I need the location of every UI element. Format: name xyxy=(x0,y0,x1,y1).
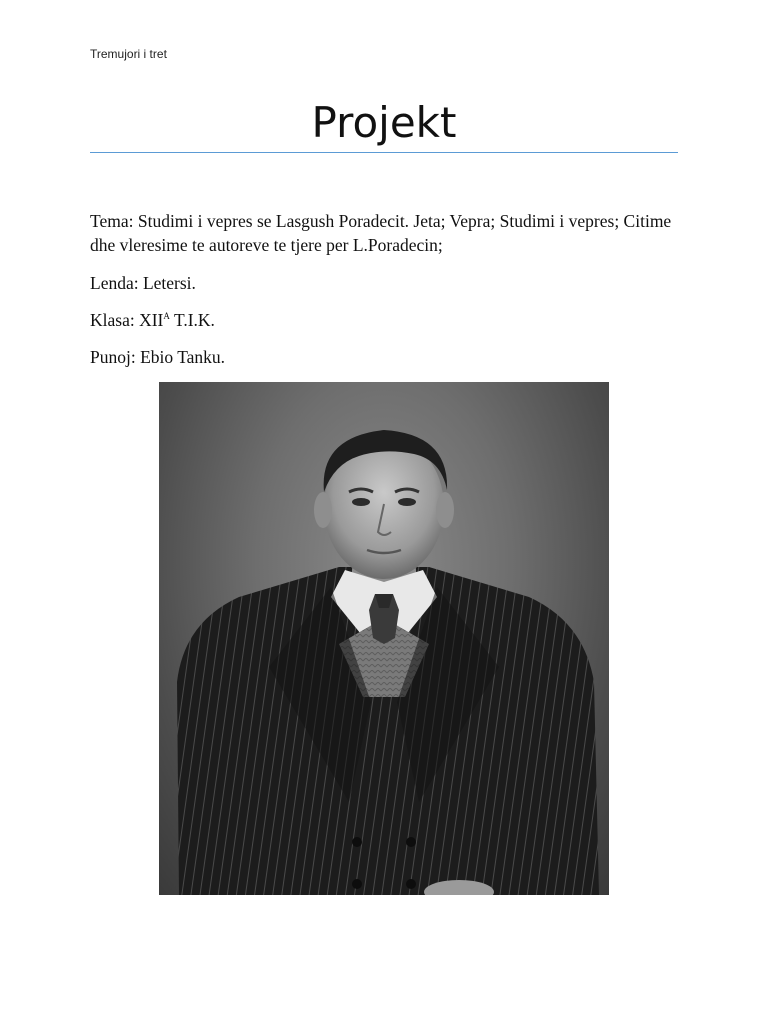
title-divider xyxy=(90,152,678,153)
punoj-paragraph: Punoj: Ebio Tanku. xyxy=(90,347,226,367)
klasa-superscript: A xyxy=(163,311,170,321)
klasa-suffix: T.I.K. xyxy=(169,310,215,330)
lenda-paragraph: Lenda: Letersi. xyxy=(90,273,196,293)
header-note: Tremujori i tret xyxy=(90,47,167,61)
klasa-text: Klasa: XII xyxy=(90,310,164,330)
portrait-photo xyxy=(159,382,609,895)
tema-paragraph: Tema: Studimi i vepres se Lasgush Poradecit. Jeta; Vepra; Studimi i vepres; Citime dhe vleresime te autoreve te tjere per L.Poradecin; xyxy=(90,211,672,255)
document-title: Projekt xyxy=(311,98,457,147)
klasa-paragraph xyxy=(90,308,682,332)
